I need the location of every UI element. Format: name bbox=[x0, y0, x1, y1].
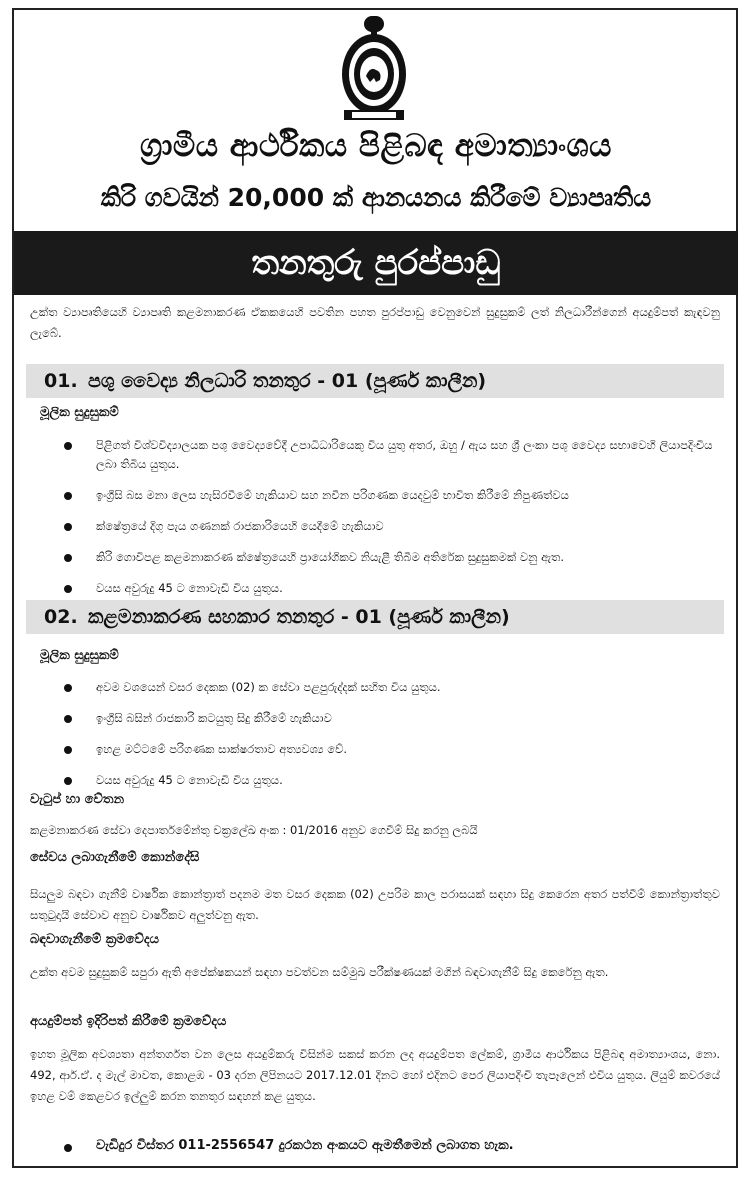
application-label: අයදුම්පත් ඉදිරිපත් කිරීමේ ක්‍රමවේදය bbox=[30, 1014, 227, 1029]
bullet-icon bbox=[64, 554, 72, 562]
section-1-title: පශු වෛද්‍ය නිලධාරි තනතුර - 01 (පූර්ණ කාලීන) bbox=[88, 370, 487, 392]
state-emblem-icon bbox=[338, 14, 410, 122]
list-item: ඉහළ මට්ටමේ පරිගණක සාක්ෂරතාව අත්‍යවශ්‍ය වේ. bbox=[0, 740, 752, 759]
bullet-icon bbox=[64, 492, 72, 500]
list-item: පිළිගත් විශ්වවිද්‍යාලයක පශු වෛද්‍යවේදී උපාධිධාරියෙකු විය යුතු අතර, ඔහු / ඇය සහ ශ්‍රී ලංකා පශු වෛද්‍ය සභාවෙහි ලියාපදිංචිය ලබා තිබිය යුතුය. bbox=[0, 436, 752, 474]
bullet-icon bbox=[64, 585, 72, 593]
list-item: ඉංග්‍රීසි බසින් රාජකාරි කටයුතු සිදු කිරීමේ හැකියාව bbox=[0, 709, 752, 728]
intro-paragraph: උක්ත ව්‍යාපෘතියෙහි ව්‍යාපෘති කළමනාකරණ ඒකකයෙහි පවතින පහත පුරප්පාඩු වෙනුවෙන් සුදුසුකම් ලත් නිලධාරීන්ගෙන් අයදුම්පත් කැඳවනු ලැබේ. bbox=[30, 305, 720, 340]
bullet-icon bbox=[64, 746, 72, 754]
section-1-heading bbox=[26, 364, 724, 398]
bullet-icon bbox=[64, 442, 72, 450]
service-conditions-text: සියලුම බඳවා ගැනීම් වාර්ෂික කොන්ත්‍රාත් පදනම මත වසර දෙකක (02) උපරිම කාල පරාසයක් සඳහා සිදු කෙරෙන අතර පත්වීම් කොන්ත්‍රාත්තුව සතුටුදායි සේවාව අනුව වාර්ෂිකව අලුත්වනු ඇත. bbox=[30, 887, 720, 922]
ministry-title: ග්‍රාමීය ආර්ථිකය පිළිබඳ අමාත්‍යාංශය bbox=[140, 128, 612, 164]
section-1-list bbox=[0, 436, 752, 598]
contact-text: වැඩිදුර විස්තර 011-2556547 දුරකථන අංකයට ඇමතීමෙන් ලබාගත හැක. bbox=[96, 1138, 514, 1153]
bullet-icon bbox=[64, 715, 72, 723]
section-2-title: කළමනාකරණ සහකාර තනතුර - 01 (පූර්ණ කාලීන) bbox=[88, 606, 510, 628]
list-item: කිරි ගොවිපළ කළමනාකරණ ක්ෂේත්‍රයෙහි ප්‍රායෝගිකව නියැළී තිබීම අතිරේක සුදුසුකමක් වනු ඇත. bbox=[0, 548, 752, 567]
section-2-list bbox=[0, 678, 752, 790]
list-item: අවම වශයෙන් වසර දෙකක (02) ක සේවා පළපුරුද්දක් සහිත විය යුතුය. bbox=[0, 678, 752, 697]
project-title: කිරි ගවයින් 20,000 ක් ආනයනය කිරීමේ ව්‍යාපෘතිය bbox=[100, 183, 652, 212]
salary-text: කළමනාකරණ සේවා දෙපාර්තමේන්තු චක්‍රලේඛ අංක : 01/2016 අනුව ගෙවීම් සිදු කරනු ලබයි bbox=[30, 823, 478, 837]
list-item: ඉංග්‍රීසි බස මනා ලෙස හැසිරවීමේ හැකියාව සහ නවීන පරිගණක යෙදවුම් භාවිත කිරීමේ නිපුණත්වය bbox=[0, 486, 752, 505]
recruitment-text: උක්ත අවම සුදුසුකම් සපුරා ඇති අපේක්ෂකයන් සඳහා පවත්වන සම්මුඛ පරීක්ෂණයක් මගින් බඳවාගැනීම් සිදු කෙරේනු ඇත. bbox=[30, 965, 609, 979]
salary-label: වැටුප් හා වේතන bbox=[30, 792, 124, 807]
application-text: ඉහත මූලික අවශ්‍යතා අන්තර්ගත වන ලෙස අයදුම්කරු විසින්ම සකස් කරන ලද අයදුම්පත ලේකම්, ග්‍රාමීය ආර්ථිකය පිළිබඳ අමාත්‍යාංශය, නො. 492, ආර්.ඒ. ද මැල් මාවත, කොළඹ - 03 දරන ලිපිනයට 2017.12.01 දිනට හෝ එදිනට පෙර ලියාපදිංචි තැපෑලෙන් එවිය යුතුය. ලියුම් කවරයේ ඉහළ වම් කෙළවර ඉල්ලුම් කරන තනතුර සඳහන් කළ යුතුය. bbox=[30, 1047, 720, 1103]
section-2-number: 02. bbox=[44, 606, 78, 628]
bullet-icon bbox=[64, 777, 72, 785]
bullet-icon bbox=[64, 684, 72, 692]
list-item: වයස අවුරුදු 45 ට නොවැඩි විය යුතුය. bbox=[0, 771, 752, 790]
section-2-heading bbox=[26, 600, 724, 634]
vacancies-banner: තනතුරු පුරප්පාඩු bbox=[14, 231, 738, 295]
section-1-subheading: මූලික සුදුසුකම් bbox=[40, 405, 119, 420]
recruitment-label: බඳවාගැනීමේ ක්‍රමවේදය bbox=[30, 932, 159, 947]
bullet-icon bbox=[64, 523, 72, 531]
service-conditions-label: සේවය ලබාගැනීමේ කොන්දේසි bbox=[30, 850, 200, 865]
list-item: වයස අවුරුදු 45 ට නොවැඩි විය යුතුය. bbox=[0, 579, 752, 598]
bullet-icon bbox=[64, 1144, 72, 1152]
list-item: ක්ෂේත්‍රයේ දිගු පැය ගණනක් රාජකාරියෙහි යෙදීමේ හැකියාව bbox=[0, 517, 752, 536]
section-2-subheading: මූලික සුදුසුකම් bbox=[40, 648, 119, 663]
section-1-number: 01. bbox=[44, 370, 78, 392]
